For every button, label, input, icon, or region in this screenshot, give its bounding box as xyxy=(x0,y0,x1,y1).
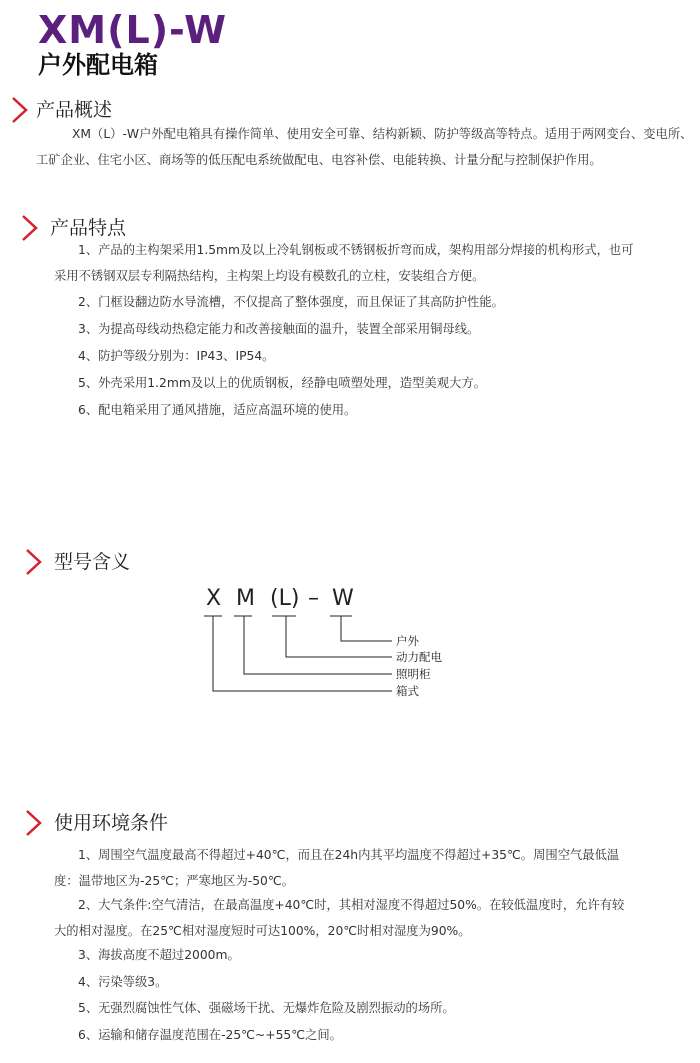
chevron-right-icon xyxy=(24,808,44,838)
model-label-box: 箱式 xyxy=(396,684,419,698)
model-char-m: M xyxy=(236,586,255,611)
section-model-title: 型号含义 xyxy=(54,551,131,573)
environment-item: 6、运输和储存温度范围在-25℃~+55℃之间。 xyxy=(78,1028,342,1042)
model-diagram-lines xyxy=(200,585,460,705)
model-char-w: W xyxy=(332,586,354,611)
feature-item: 2、门框设翻边防水导流槽，不仅提高了整体强度，而且保证了其高防护性能。 xyxy=(78,295,504,309)
section-features-title: 产品特点 xyxy=(50,217,127,239)
environment-item: 4、污染等级3。 xyxy=(78,975,168,989)
model-label-power: 动力配电 xyxy=(396,650,442,664)
overview-text: XM（L）-W户外配电箱具有操作简单、使用安全可靠、结构新颖、防护等级高等特点。适用于两网变台、变电所、工矿企业、住宅小区、商场等的低压配电系统做配电、电容补偿、电能转换、计量分配与控制保护作用。 xyxy=(36,127,693,167)
feature-item: 5、外壳采用1.2mm及以上的优质钢板，经静电喷塑处理，造型美观大方。 xyxy=(78,376,486,390)
feature-item: 4、防护等级分别为：IP43、IP54。 xyxy=(78,349,275,363)
section-model-header xyxy=(24,547,224,579)
model-char-l: (L) xyxy=(270,586,300,611)
feature-item: 3、为提高母线动热稳定能力和改善接触面的温升，装置全部采用铜母线。 xyxy=(78,322,480,336)
feature-item: 6、配电箱采用了通风措施，适应高温环境的使用。 xyxy=(78,403,357,417)
model-char-dash: – xyxy=(308,586,319,611)
model-diagram xyxy=(200,585,460,705)
chevron-right-icon xyxy=(20,213,40,243)
page-title: XM(L)-W xyxy=(38,8,228,52)
section-environment-title: 使用环境条件 xyxy=(54,812,169,834)
environment-item: 1、周围空气温度最高不得超过+40℃，而且在24h内其平均温度不得超过+35℃。周围空气最低温度：温带地区为-25℃；严寒地区为-50℃。 xyxy=(54,848,620,888)
feature-item: 1、产品的主构架采用1.5mm及以上冷轧钢板或不锈钢板折弯而成，架构用部分焊接的机构形式，也可采用不锈钢双层专利隔热结构，主构架上均设有模数孔的立柱，安装组合方便。 xyxy=(54,243,634,283)
section-environment-header xyxy=(24,808,244,840)
model-label-lighting: 照明柜 xyxy=(396,667,431,681)
environment-item: 5、无强烈腐蚀性气体、强磁场干扰、无爆炸危险及剧烈振动的场所。 xyxy=(78,1001,455,1015)
section-overview-title: 产品概述 xyxy=(36,99,113,121)
page-subtitle: 户外配电箱 xyxy=(38,51,158,79)
chevron-right-icon xyxy=(10,95,30,125)
chevron-right-icon xyxy=(24,547,44,577)
environment-item: 3、海拔高度不超过2000m。 xyxy=(78,948,240,962)
model-label-outdoor: 户外 xyxy=(396,634,419,648)
model-char-x: X xyxy=(206,586,222,611)
environment-item: 2、大气条件:空气清洁，在最高温度+40℃时，其相对湿度不得超过50%。在较低温度时，允许有较大的相对湿度。在25℃相对湿度短时可达100%，20℃时相对湿度为90%。 xyxy=(54,898,625,938)
